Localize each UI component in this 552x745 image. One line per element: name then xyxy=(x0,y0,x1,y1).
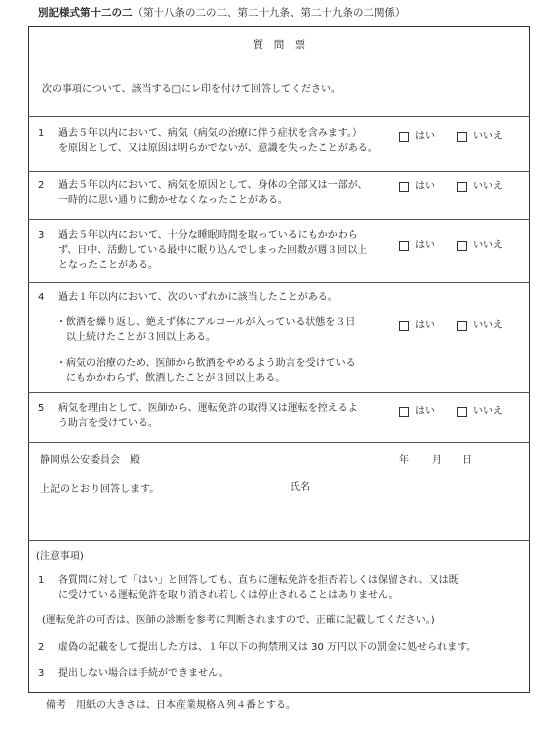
checkbox[interactable] xyxy=(457,321,467,331)
note-3 xyxy=(38,666,229,681)
checkbox[interactable] xyxy=(399,321,409,331)
question-text: 過去５年以内において、病気を原因として、身体の全部又は一部が、 xyxy=(58,180,368,191)
note-2 xyxy=(38,640,476,655)
q4-yes-option[interactable]: はい xyxy=(399,318,435,333)
question-text: を原因として、又は原因は明らかでないが、意識を失ったことがある。 xyxy=(58,143,378,154)
note-number: 2 xyxy=(38,642,45,653)
question-5 xyxy=(38,401,358,431)
checkbox[interactable] xyxy=(457,407,467,417)
row-divider xyxy=(28,171,530,172)
sub-item-text: ・飲酒を繰り返し、絶えず体にアルコールが入っている状態を３日 xyxy=(56,317,356,328)
note-number: 1 xyxy=(38,575,45,586)
sub-item-text: にもかかわらず、飲酒したことが３回以上ある。 xyxy=(56,373,286,384)
note-supplement xyxy=(42,613,435,628)
q1-no-option[interactable]: いいえ xyxy=(457,129,503,144)
question-number: 1 xyxy=(38,128,45,139)
row-divider xyxy=(28,540,530,541)
row-divider xyxy=(28,116,530,117)
sub-item-text: 以上続けたことが３回以上ある。 xyxy=(56,332,216,343)
name-label: 氏名 xyxy=(290,482,310,493)
note-1 xyxy=(38,573,459,603)
q3-yes-option[interactable]: はい xyxy=(399,238,435,253)
form-instruction: 次の事項について、該当する□にレ印を付けて回答してください。 xyxy=(42,84,342,95)
form-legal-reference: （第十八条の二の二、第二十九条、第二十九条の二関係） xyxy=(132,7,406,19)
q2-no-option[interactable]: いいえ xyxy=(457,179,503,194)
sub-item-text: ・病気の治療のため、医師から飲酒をやめるよう助言を受けている xyxy=(56,358,356,369)
question-text: となったことがある。 xyxy=(58,260,158,271)
note-text: 虚偽の記載をして提出した方は、１年以下の拘禁刑又は 30 万円以下の罰金に処せられます。 xyxy=(58,642,477,653)
notes-heading: (注意事項) xyxy=(36,551,84,562)
note-number: 3 xyxy=(38,668,45,679)
question-number: 3 xyxy=(38,230,45,241)
question-1 xyxy=(38,126,378,156)
note-text: (運転免許の可否は、医師の診断を参考に判断されますので、正確に記載してください。) xyxy=(42,615,435,626)
checkbox[interactable] xyxy=(457,132,467,142)
note-text: 各質問に対して「はい」と回答しても、直ちに運転免許を拒否若しくは保留され、又は既 xyxy=(58,575,459,586)
note-text: 提出しない場合は手続ができません。 xyxy=(58,668,229,679)
checkbox[interactable] xyxy=(399,132,409,142)
date-month-label: 月 xyxy=(432,455,442,466)
row-divider xyxy=(28,442,530,443)
q4-no-option[interactable]: いいえ xyxy=(457,318,503,333)
q5-no-option[interactable]: いいえ xyxy=(457,404,503,419)
form-number: 別記様式第十二の二 xyxy=(38,7,133,19)
checkbox[interactable] xyxy=(399,241,409,251)
q5-yes-option[interactable]: はい xyxy=(399,404,435,419)
q2-yes-option[interactable]: はい xyxy=(399,179,435,194)
name-field[interactable] xyxy=(320,478,510,498)
row-divider xyxy=(28,282,530,283)
question-text: 一時的に思い通りに動かせなくなったことがある。 xyxy=(58,195,288,206)
checkbox[interactable] xyxy=(399,182,409,192)
question-text: う助言を受けている。 xyxy=(58,418,158,429)
question-2 xyxy=(38,178,368,208)
question-text: ず、日中、活動している最中に眠り込んでしまった回数が週３回以上 xyxy=(58,245,368,256)
q1-yes-option[interactable]: はい xyxy=(399,129,435,144)
question-text: 過去５年以内において、病気（病気の治療に伴う症状を含みます。） xyxy=(58,128,362,139)
question-text: 病気を理由として、医師から、運転免許の取得又は運転を控えるよ xyxy=(58,403,358,414)
checkbox[interactable] xyxy=(457,241,467,251)
question-number: 2 xyxy=(38,180,45,191)
question-text: 過去１年以内において、次のいずれかに該当したことがある。 xyxy=(58,292,338,303)
row-divider xyxy=(28,219,530,220)
confirmation-text: 上記のとおり回答します。 xyxy=(40,484,160,495)
row-divider xyxy=(28,392,530,393)
note-text: に受けている運転免許を取り消され若しくは停止されることはありません。 xyxy=(58,590,399,601)
question-3 xyxy=(38,228,367,273)
q3-no-option[interactable]: いいえ xyxy=(457,238,503,253)
footer-remarks: 備考 用紙の大きさは、日本産業規格Ａ列４番とする。 xyxy=(46,700,296,711)
question-number: 5 xyxy=(38,403,45,414)
question-text: 過去５年以内において、十分な睡眠時間を取っているにもかかわら xyxy=(58,230,358,241)
question-4 xyxy=(38,290,338,305)
addressee: 静岡県公安委員会 殿 xyxy=(40,455,140,466)
date-year-label: 年 xyxy=(399,455,409,466)
form-title: 質 問 票 xyxy=(252,39,306,51)
checkbox[interactable] xyxy=(457,182,467,192)
sub-item-1 xyxy=(56,315,355,345)
question-number: 4 xyxy=(38,292,45,303)
form-header xyxy=(38,6,406,22)
checkbox[interactable] xyxy=(399,407,409,417)
sub-item-2 xyxy=(56,356,356,386)
date-day-label: 日 xyxy=(462,455,472,466)
